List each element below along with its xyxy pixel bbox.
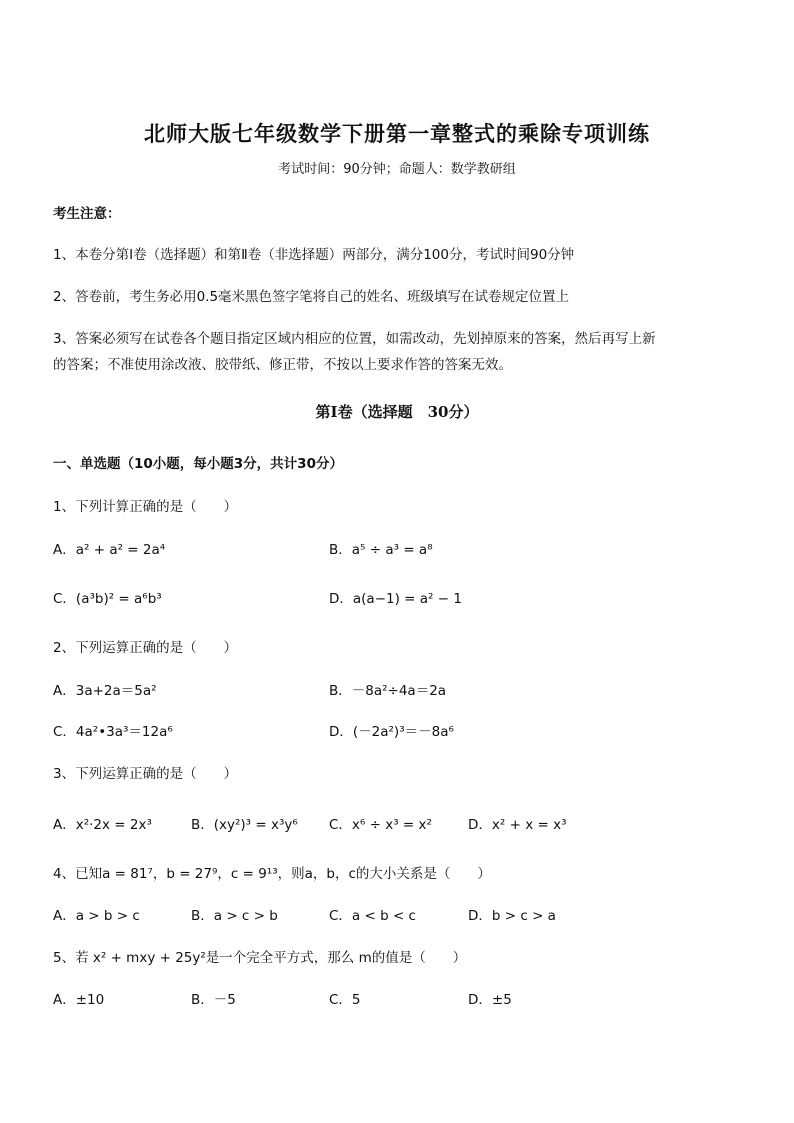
exam-title: 北师大版七年级数学下册第一章整式的乘除专项训练 bbox=[144, 121, 650, 146]
notice-item: 3、答案必须写在试卷各个题目指定区域内相应的位置，如需改动，先划掉原来的答案，然后再写上新 bbox=[53, 331, 656, 347]
option-d[interactable]: D．(－2a²)³＝－8a⁶ bbox=[329, 724, 454, 740]
exam-subtitle: 考试时间：90分钟；命题人：数学教研组 bbox=[278, 162, 516, 177]
option-a[interactable]: A．a > b > c bbox=[53, 908, 140, 924]
option-c[interactable]: C．(a³b)² = a⁶b³ bbox=[53, 591, 162, 607]
option-d[interactable]: D．±5 bbox=[468, 992, 512, 1008]
question-stem: 5、若 x² + mxy + 25y²是一个完全平方式，那么 m的值是（ ） bbox=[53, 950, 467, 966]
option-b[interactable]: B．－8a²÷4a＝2a bbox=[329, 683, 447, 699]
section-title: 第Ⅰ卷（选择题 30分） bbox=[315, 403, 479, 421]
notice-item: 2、答卷前，考生务必用0.5毫米黑色签字笔将自己的姓名、班级填写在试卷规定位置上 bbox=[53, 289, 570, 305]
notice-item-continued: 的答案；不准使用涂改液、胶带纸、修正带，不按以上要求作答的答案无效。 bbox=[53, 357, 512, 373]
option-d[interactable]: D．b > c > a bbox=[468, 908, 556, 924]
option-d[interactable]: D．x² + x = x³ bbox=[468, 817, 567, 833]
option-c[interactable]: C．5 bbox=[329, 992, 361, 1008]
option-c[interactable]: C．4a²•3a³＝12a⁶ bbox=[53, 724, 173, 740]
question-stem: 4、已知a = 81⁷，b = 27⁹，c = 9¹³，则a，b，c的大小关系是（ ） bbox=[53, 866, 491, 882]
option-a[interactable]: A．a² + a² = 2a⁴ bbox=[53, 542, 166, 558]
part-heading: 一、单选题（10小题，每小题3分，共计30分） bbox=[53, 456, 343, 472]
option-b[interactable]: B．a > c > b bbox=[191, 908, 278, 924]
question-stem: 1、下列计算正确的是（ ） bbox=[53, 499, 238, 515]
option-a[interactable]: A．3a+2a＝5a² bbox=[53, 683, 157, 699]
question-stem: 2、下列运算正确的是（ ） bbox=[53, 640, 238, 656]
option-b[interactable]: B．－5 bbox=[191, 992, 236, 1008]
option-a[interactable]: A．x²·2x = 2x³ bbox=[53, 817, 152, 833]
notice-item: 1、本卷分第Ⅰ卷（选择题）和第Ⅱ卷（非选择题）两部分，满分100分，考试时间90分钟 bbox=[53, 247, 575, 263]
notice-heading: 考生注意： bbox=[53, 206, 121, 222]
option-a[interactable]: A．±10 bbox=[53, 992, 105, 1008]
option-b[interactable]: B．a⁵ ÷ a³ = a⁸ bbox=[329, 542, 433, 558]
option-b[interactable]: B．(xy²)³ = x³y⁶ bbox=[191, 817, 298, 833]
option-d[interactable]: D．a(a−1) = a² − 1 bbox=[329, 591, 462, 607]
option-c[interactable]: C．x⁶ ÷ x³ = x² bbox=[329, 817, 432, 833]
question-stem: 3、下列运算正确的是（ ） bbox=[53, 766, 238, 782]
option-c[interactable]: C．a < b < c bbox=[329, 908, 416, 924]
